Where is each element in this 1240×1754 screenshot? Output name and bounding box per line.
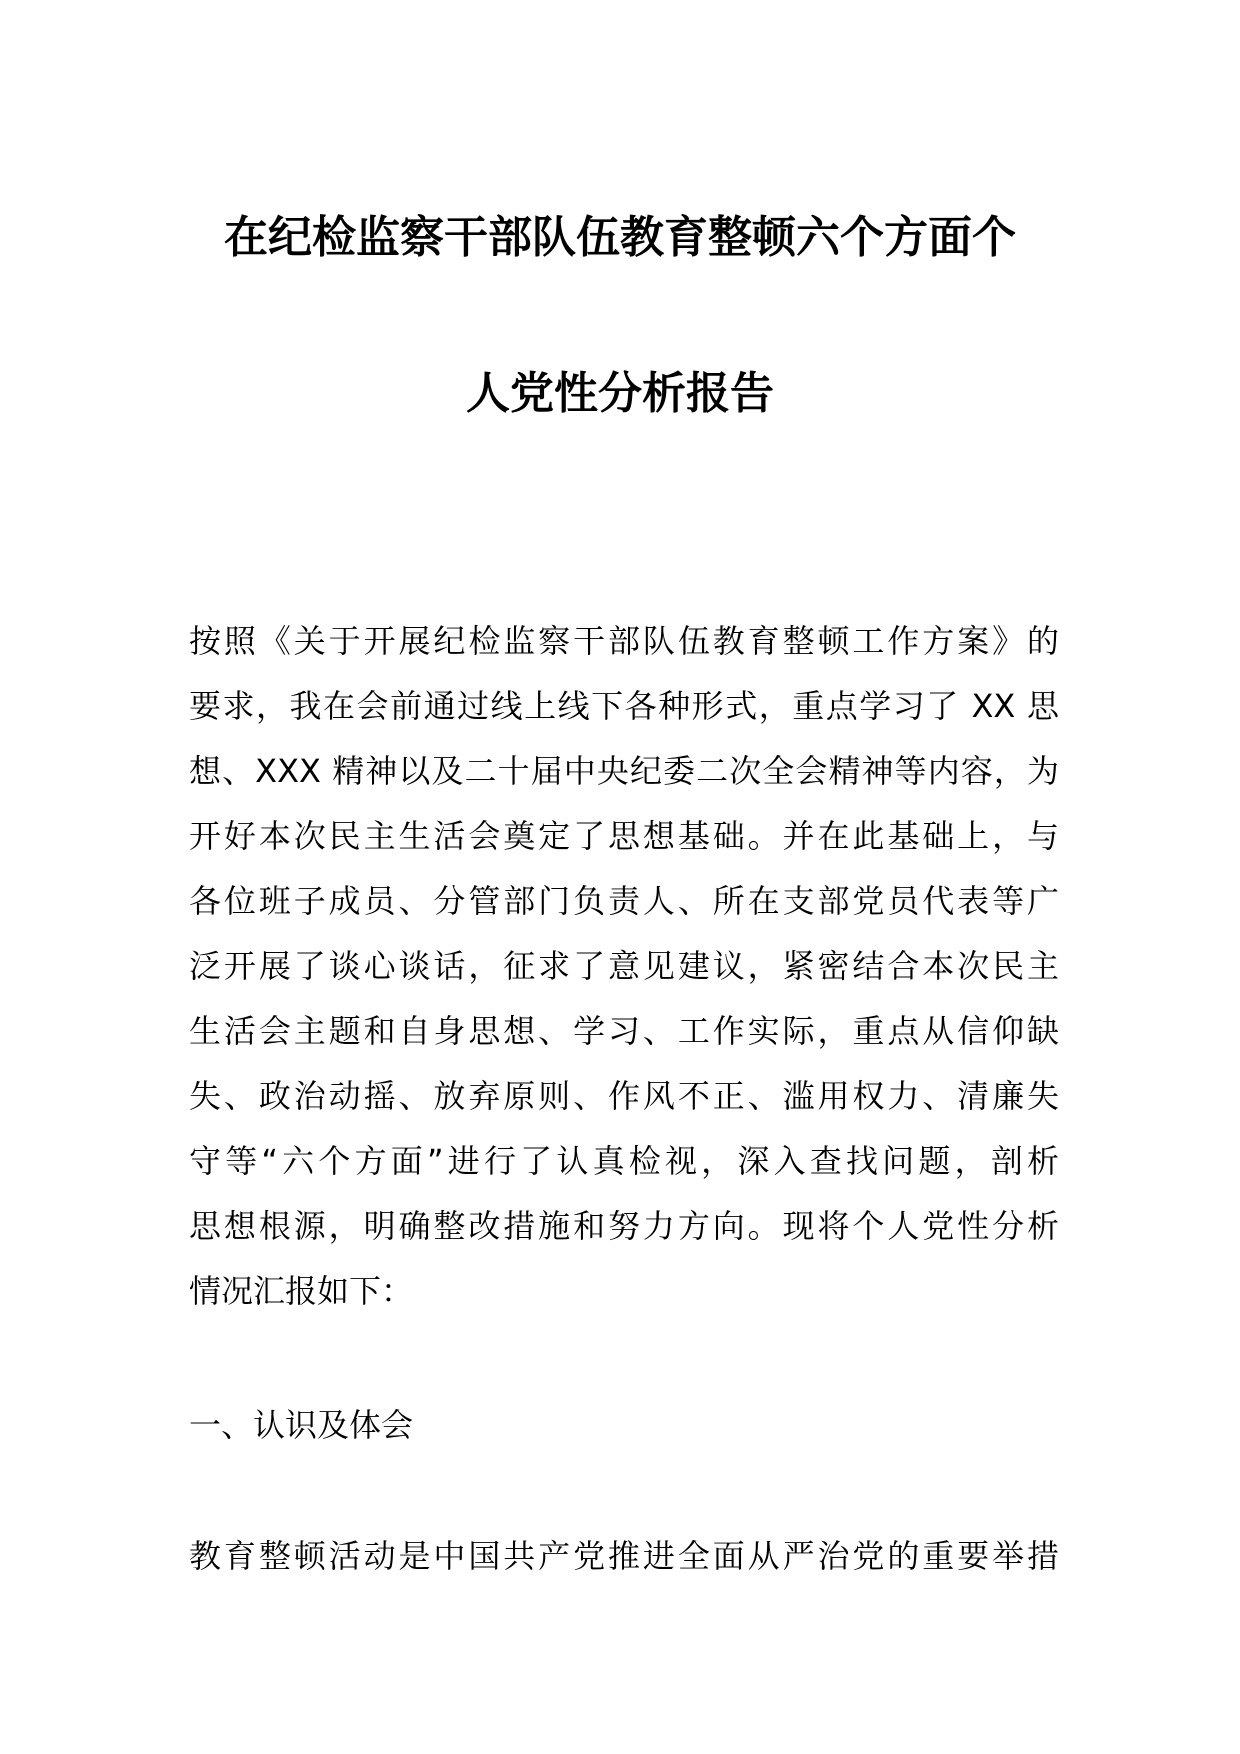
paragraph-line: 生活会主题和自身思想、学习、工作实际，重点从信仰缺 [189,1012,1059,1050]
paragraph-line: 想、XXX 精神以及二十届中央纪委二次全会精神等内容，为 [189,752,1059,790]
paragraph-line: 按照《关于开展纪检监察干部队伍教育整顿工作方案》的 [189,622,1059,660]
paragraph-line: 泛开展了谈心谈话，征求了意见建议，紧密结合本次民主 [189,947,1059,985]
document-title-line-1: 在纪检监察干部队伍教育整顿六个方面个 [224,212,1016,263]
paragraph-line: 思想根源，明确整改措施和努力方向。现将个人党性分析 [189,1207,1059,1245]
paragraph-line: 各位班子成员、分管部门负责人、所在支部党员代表等广 [189,882,1059,920]
section-heading: 一、认识及体会 [189,1406,414,1444]
paragraph-line: 失、政治动摇、放弃原则、作风不正、滥用权力、清廉失 [189,1077,1059,1115]
paragraph-line: 教育整顿活动是中国共产党推进全面从严治党的重要举措 [189,1537,1059,1575]
paragraph-line: 情况汇报如下： [189,1272,414,1310]
paragraph-line: 要求，我在会前通过线上线下各种形式，重点学习了 XX 思 [189,687,1059,725]
document-title-line-2: 人党性分析报告 [466,368,774,419]
paragraph-line: 开好本次民主生活会奠定了思想基础。并在此基础上，与 [189,817,1059,855]
paragraph-line: 守等“六个方面”进行了认真检视，深入查找问题，剖析 [189,1142,1059,1180]
